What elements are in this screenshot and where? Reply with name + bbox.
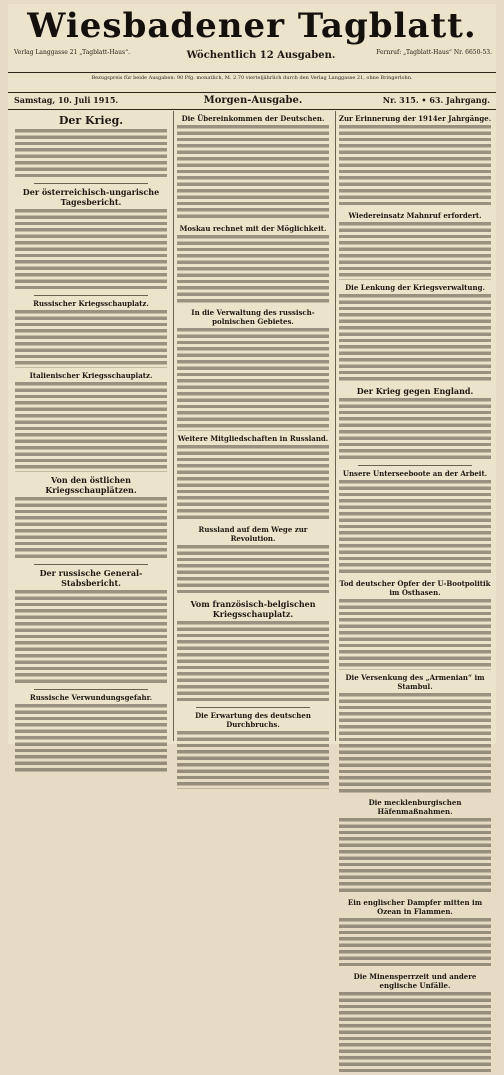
article-body-texture <box>15 209 167 292</box>
article-headline: Russland auf dem Wege zur Revolution. <box>198 524 308 543</box>
article-headline: Die mecklenburgischen Häfenmaßnahmen. <box>368 798 462 817</box>
article-body-texture <box>15 497 167 561</box>
masthead <box>8 4 496 48</box>
article-body-texture <box>177 235 329 305</box>
subscription-notice: Bezugspreis für beide Ausgaben: 90 Pfg. monatlich, M. 2.70 vierteljährlich durch den Verlag Langgasse 21, ohne Bringerlohn. <box>91 75 413 81</box>
article-body-texture <box>15 704 167 774</box>
phone-info: Fernruf: „Tagblatt-Haus“ Nr. 6650-53. <box>376 49 492 56</box>
article-body-texture <box>339 918 491 969</box>
article-body-texture <box>177 731 329 789</box>
column-divider <box>335 111 336 741</box>
article-headline: Ein englischer Dampfer mitten im Ozean in Flammen. <box>347 897 483 916</box>
article-body-texture <box>339 480 491 576</box>
article-body-texture <box>339 992 491 1075</box>
article-body-texture <box>177 125 329 221</box>
article-body-texture <box>339 294 491 384</box>
article-headline: In die Verwaltung des russisch-polnischen Gebietes. <box>191 308 315 327</box>
article-body-texture <box>339 599 491 669</box>
article-headline: Moskau rechnet mit der Möglichkeit. <box>179 224 327 233</box>
column-3 <box>338 111 492 991</box>
article-headline: Der österreichisch-ungarische Tagesbericht. <box>22 187 160 208</box>
issue-number: Nr. 315. • 63. Jahrgang. <box>382 95 490 105</box>
divider <box>8 109 496 110</box>
newspaper-title: Wiesbadener Tagblatt. <box>27 6 477 46</box>
article-separator <box>34 564 148 565</box>
article-body-texture <box>339 125 491 208</box>
article-body-texture <box>177 545 329 596</box>
article-headline: Der Krieg. <box>58 114 124 127</box>
article-body-texture <box>339 818 491 895</box>
article-headline: Zur Erinnerung der 1914er Jahrgänge. <box>338 114 492 123</box>
newspaper-page <box>8 4 496 991</box>
article-headline: Die Minensperrzeit und andere englische Unfälle. <box>353 972 477 991</box>
column-divider <box>173 111 174 741</box>
article-body-texture <box>15 310 167 368</box>
publisher-info: Verlag Langgasse 21 „Tagblatt-Haus“. <box>14 49 131 56</box>
article-body-texture <box>339 222 491 280</box>
dateline <box>8 94 496 108</box>
article-headline: Der russische General-Stabsbericht. <box>39 567 143 588</box>
article-body-texture <box>339 398 491 462</box>
article-body-texture <box>177 621 329 704</box>
article-separator <box>34 295 148 296</box>
column-2 <box>176 111 330 741</box>
edition-label: Morgen-Ausgabe. <box>203 95 303 106</box>
article-body-texture <box>177 328 329 430</box>
article-headline: Russische Verwundungsgefahr. <box>29 692 153 702</box>
article-body-texture <box>339 693 491 795</box>
article-separator <box>358 465 472 466</box>
article-headline: Die Erwartung des deutschen Durchbruchs. <box>195 710 311 729</box>
article-headline: Russischer Kriegsschauplatz. <box>33 299 149 309</box>
column-1 <box>14 111 168 741</box>
article-body-texture <box>177 445 329 522</box>
article-headline: Wiedereinsatz Mahnruf erfordert. <box>348 211 482 221</box>
article-separator <box>196 707 310 708</box>
article-headline: Die Lenkung der Kriegsverwaltung. <box>345 282 485 292</box>
article-separator <box>34 689 148 690</box>
divider <box>8 72 496 73</box>
article-headline: Unsere Unterseeboote an der Arbeit. <box>342 469 488 479</box>
article-headline: Von den östlichen Kriegsschauplätzen. <box>45 474 137 495</box>
article-headline: Tod deutscher Opfer der U-Bootpolitik im Osthasen. <box>339 579 491 598</box>
article-separator <box>34 183 148 184</box>
article-headline: Der Krieg gegen England. <box>356 386 474 397</box>
article-body-texture <box>15 129 167 180</box>
masthead-subrow <box>8 49 496 71</box>
issue-date: Samstag, 10. Juli 1915. <box>14 95 119 105</box>
article-body-texture <box>15 382 167 472</box>
article-headline: Die Übereinkommen der Deutschen. <box>181 114 325 123</box>
article-headline: Die Versenkung des „Armenian“ im Stambul. <box>345 672 485 691</box>
article-headline: Vom französisch-belgischen Kriegsschauplatz. <box>190 598 316 619</box>
article-headline: Italienischer Kriegsschauplatz. <box>29 370 153 380</box>
article-headline: Weitere Mitgliedschaften in Russland. <box>177 433 329 443</box>
article-body-texture <box>15 590 167 686</box>
divider <box>8 92 496 93</box>
issue-frequency: Wöchentlich 12 Ausgaben. <box>186 50 336 61</box>
